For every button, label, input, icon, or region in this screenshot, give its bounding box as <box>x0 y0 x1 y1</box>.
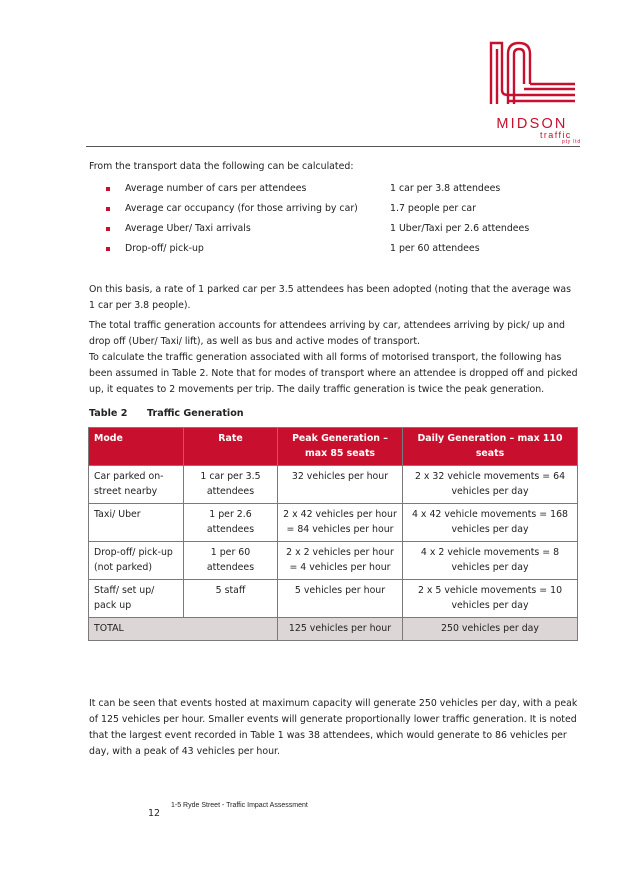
bullet-value: 1.7 people per car <box>390 203 476 214</box>
cell-daily: 2 x 5 vehicle movements = 10 vehicles per day <box>403 580 578 618</box>
paragraph-total-generation: The total traffic generation accounts for attendees arriving by car, attendees arriving by pick/ up and drop off (Uber/ Taxi/ lift), as well as bus and active modes of transport. <box>89 320 565 347</box>
company-logo <box>488 40 578 110</box>
cell-daily: 2 x 32 vehicle movements = 64 vehicles per day <box>403 466 578 504</box>
table-header-row <box>89 428 578 466</box>
table-caption <box>89 408 244 419</box>
header-rate: Rate <box>184 428 278 466</box>
cell-total-peak: 125 vehicles per hour <box>278 618 403 641</box>
bullet-label: Average car occupancy (for those arriving by car) <box>125 203 358 214</box>
cell-peak: 5 vehicles per hour <box>278 580 403 618</box>
bullet-square-icon <box>106 187 110 191</box>
intro-text: From the transport data the following can be calculated: <box>89 161 354 172</box>
cell-daily: 4 x 2 vehicle movements = 8 vehicles per day <box>403 542 578 580</box>
cell-mode: Car parked on-street nearby <box>89 466 184 504</box>
header-divider <box>86 146 580 147</box>
table-title: Traffic Generation <box>147 408 244 419</box>
cell-mode: Staff/ set up/ pack up <box>89 580 184 618</box>
bullet-square-icon <box>106 207 110 211</box>
table-row <box>89 580 578 618</box>
table-total-row <box>89 618 578 641</box>
bullet-square-icon <box>106 247 110 251</box>
cell-daily: 4 x 42 vehicle movements = 168 vehicles per day <box>403 504 578 542</box>
cell-mode: Drop-off/ pick-up (not parked) <box>89 542 184 580</box>
cell-rate: 1 car per 3.5 attendees <box>184 466 278 504</box>
paragraph-assumptions: To calculate the traffic generation associated with all forms of motorised transport, the following has been assumed in Table 2. Note that for modes of transport where an attendee is dropped off and picked up, it equates to 2 movements per trip. The daily traffic generation is twice the peak generation. <box>89 352 578 395</box>
bullet-value: 1 Uber/Taxi per 2.6 attendees <box>390 223 530 234</box>
cell-rate: 1 per 2.6 attendees <box>184 504 278 542</box>
cell-total-label: TOTAL <box>89 618 278 641</box>
cell-mode: Taxi/ Uber <box>89 504 184 542</box>
cell-rate: 1 per 60 attendees <box>184 542 278 580</box>
page-number: 12 <box>148 808 161 819</box>
logo-subtitle-small: pty ltd <box>562 139 581 145</box>
bullet-label: Average number of cars per attendees <box>125 183 307 194</box>
header-daily: Daily Generation – max 110 seats <box>403 428 578 466</box>
bullet-value: 1 per 60 attendees <box>390 243 480 254</box>
header-mode: Mode <box>89 428 184 466</box>
logo-subtitle: traffic <box>540 130 572 140</box>
cell-total-daily: 250 vehicles per day <box>403 618 578 641</box>
bullet-label: Drop-off/ pick-up <box>125 243 204 254</box>
table-row <box>89 504 578 542</box>
cell-peak: 2 x 42 vehicles per hour = 84 vehicles per hour <box>278 504 403 542</box>
footer-document-title: 1-5 Ryde Street - Traffic Impact Assessment <box>171 802 308 809</box>
cell-peak: 2 x 2 vehicles per hour = 4 vehicles per hour <box>278 542 403 580</box>
paragraph-rate: On this basis, a rate of 1 parked car per 3.5 attendees has been adopted (noting that the average was 1 car per 3.8 people). <box>89 284 572 311</box>
logo-company-name: MIDSON <box>496 116 568 132</box>
traffic-generation-table <box>88 427 578 641</box>
midson-logo-mark-icon <box>488 40 578 110</box>
cell-rate: 5 staff <box>184 580 278 618</box>
table-row <box>89 542 578 580</box>
cell-peak: 32 vehicles per hour <box>278 466 403 504</box>
header-peak: Peak Generation – max 85 seats <box>278 428 403 466</box>
table-row <box>89 466 578 504</box>
bullet-label: Average Uber/ Taxi arrivals <box>125 223 251 234</box>
table-label: Table 2 <box>89 408 128 419</box>
paragraph-conclusion: It can be seen that events hosted at maximum capacity will generate 250 vehicles per day, with a peak of 125 vehicles per hour. Smaller events will generate proportionally lower traffic generation. It is noted that the largest event recorded in Table 1 was 38 attendees, which would generate to 86 vehicles per day, with a peak of 43 vehicles per hour. <box>89 698 578 757</box>
bullet-value: 1 car per 3.8 attendees <box>390 183 501 194</box>
bullet-square-icon <box>106 227 110 231</box>
